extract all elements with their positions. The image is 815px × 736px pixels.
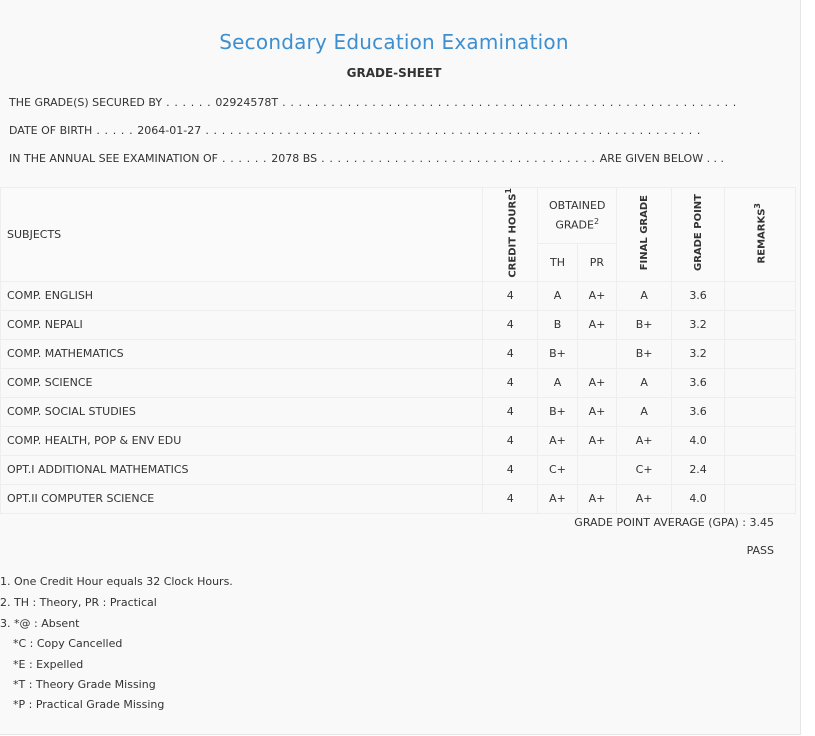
header-obtained-grade: OBTAINED GRADE$^2$: [538, 188, 617, 244]
given-below-text: ARE GIVEN BELOW . . .: [599, 152, 725, 165]
th-cell: B+: [538, 397, 577, 426]
page-subtitle: GRADE-SHEET: [346, 66, 442, 80]
subject-cell: COMP. HEALTH, POP & ENV EDU: [1, 426, 483, 455]
secured-by-line: THE GRADE(S) SECURED BY . . . . . . 02924578T . . . . . . . . . . . . . . . . . . . . . . . . . . . . . . . . . . . . . . . . . . . . . . . . . . . . . . . .: [9, 96, 737, 109]
gpa-text: GRADE POINT AVERAGE (GPA) : 3.45: [574, 516, 774, 529]
dob-value: 2064-01-27: [137, 124, 202, 137]
credit-cell: 4: [483, 397, 538, 426]
gp-cell: 2.4: [672, 455, 725, 484]
dob-label: DATE OF BIRTH: [9, 124, 93, 137]
footnote-3-p: *P : Practical Grade Missing: [13, 698, 165, 711]
final-cell: B+: [617, 339, 672, 368]
credit-cell: 4: [483, 310, 538, 339]
footnote-3: 3. *@ : Absent: [0, 617, 80, 630]
pr-cell: A+: [577, 368, 616, 397]
header-subjects: SUBJECTS: [1, 188, 483, 282]
final-cell: A: [617, 368, 672, 397]
gp-cell: 3.2: [672, 339, 725, 368]
th-cell: A+: [538, 426, 577, 455]
table-row: [1, 397, 796, 426]
header-grade-point: GRADE POINT: [672, 188, 725, 282]
final-cell: C+: [617, 455, 672, 484]
credit-cell: 4: [483, 484, 538, 513]
footnote-3-c: *C : Copy Cancelled: [13, 637, 123, 650]
final-cell: A: [617, 281, 672, 310]
credit-cell: 4: [483, 281, 538, 310]
gp-cell: 3.6: [672, 368, 725, 397]
table-row: [1, 281, 796, 310]
remarks-cell: [725, 484, 796, 513]
th-cell: A+: [538, 484, 577, 513]
gp-cell: 3.6: [672, 397, 725, 426]
final-cell: A+: [617, 426, 672, 455]
credit-cell: 4: [483, 426, 538, 455]
result-text: PASS: [746, 544, 774, 557]
table-row: [1, 310, 796, 339]
footnote-1: 1. One Credit Hour equals 32 Clock Hours.: [0, 575, 233, 588]
th-cell: C+: [538, 455, 577, 484]
remarks-cell: [725, 426, 796, 455]
footnote-3-e: *E : Expelled: [13, 658, 84, 671]
table-row: [1, 339, 796, 368]
footnote-2: 2. TH : Theory, PR : Practical: [0, 596, 157, 609]
th-cell: A: [538, 281, 577, 310]
header-remarks: REMARKS$^3$: [725, 188, 796, 282]
header-credit-hours: CREDIT HOURS$^1$: [483, 188, 538, 282]
subject-cell: COMP. ENGLISH: [1, 281, 483, 310]
final-cell: A: [617, 397, 672, 426]
subject-cell: COMP. MATHEMATICS: [1, 339, 483, 368]
exam-year: 2078 BS: [271, 152, 318, 165]
gp-cell: 4.0: [672, 426, 725, 455]
remarks-cell: [725, 368, 796, 397]
th-cell: A: [538, 368, 577, 397]
pr-cell: A+: [577, 281, 616, 310]
gp-cell: 3.2: [672, 310, 725, 339]
gp-cell: 4.0: [672, 484, 725, 513]
header-final-grade: FINAL GRADE: [617, 188, 672, 282]
secured-by-label: THE GRADE(S) SECURED BY: [9, 96, 163, 109]
table-row: [1, 455, 796, 484]
subject-cell: OPT.II COMPUTER SCIENCE: [1, 484, 483, 513]
subject-cell: COMP. SCIENCE: [1, 368, 483, 397]
th-cell: B+: [538, 339, 577, 368]
scrollbar-gutter: [801, 0, 815, 736]
credit-cell: 4: [483, 368, 538, 397]
header-th: TH: [538, 243, 577, 281]
final-cell: B+: [617, 310, 672, 339]
pr-cell: [577, 455, 616, 484]
pr-cell: [577, 339, 616, 368]
table-row: [1, 368, 796, 397]
gp-cell: 3.6: [672, 281, 725, 310]
th-cell: B: [538, 310, 577, 339]
credit-cell: 4: [483, 339, 538, 368]
page-title: Secondary Education Examination: [219, 30, 569, 54]
subject-cell: OPT.I ADDITIONAL MATHEMATICS: [1, 455, 483, 484]
final-cell: A+: [617, 484, 672, 513]
remarks-cell: [725, 455, 796, 484]
exam-line: IN THE ANNUAL SEE EXAMINATION OF . . . . . . 2078 BS . . . . . . . . . . . . . . . . . . . . . . . . . . . . . . . . . . ARE GIVEN BELOW . . .: [9, 152, 725, 165]
pr-cell: A+: [577, 484, 616, 513]
remarks-cell: [725, 310, 796, 339]
remarks-cell: [725, 339, 796, 368]
credit-cell: 4: [483, 455, 538, 484]
subject-cell: COMP. SOCIAL STUDIES: [1, 397, 483, 426]
footnote-3-t: *T : Theory Grade Missing: [13, 678, 156, 691]
exam-label: IN THE ANNUAL SEE EXAMINATION OF: [9, 152, 218, 165]
symbol-number: 02924578T: [215, 96, 279, 109]
pr-cell: A+: [577, 310, 616, 339]
remarks-cell: [725, 397, 796, 426]
pr-cell: A+: [577, 426, 616, 455]
subject-cell: COMP. NEPALI: [1, 310, 483, 339]
table-row: [1, 484, 796, 513]
remarks-cell: [725, 281, 796, 310]
grades-table: [0, 187, 796, 514]
dob-line: DATE OF BIRTH . . . . . 2064-01-27 . . . . . . . . . . . . . . . . . . . . . . . . . . . . . . . . . . . . . . . . . . . . . . . . . . . . . . . . . . . . .: [9, 124, 702, 137]
table-row: [1, 426, 796, 455]
pr-cell: A+: [577, 397, 616, 426]
header-pr: PR: [577, 243, 616, 281]
